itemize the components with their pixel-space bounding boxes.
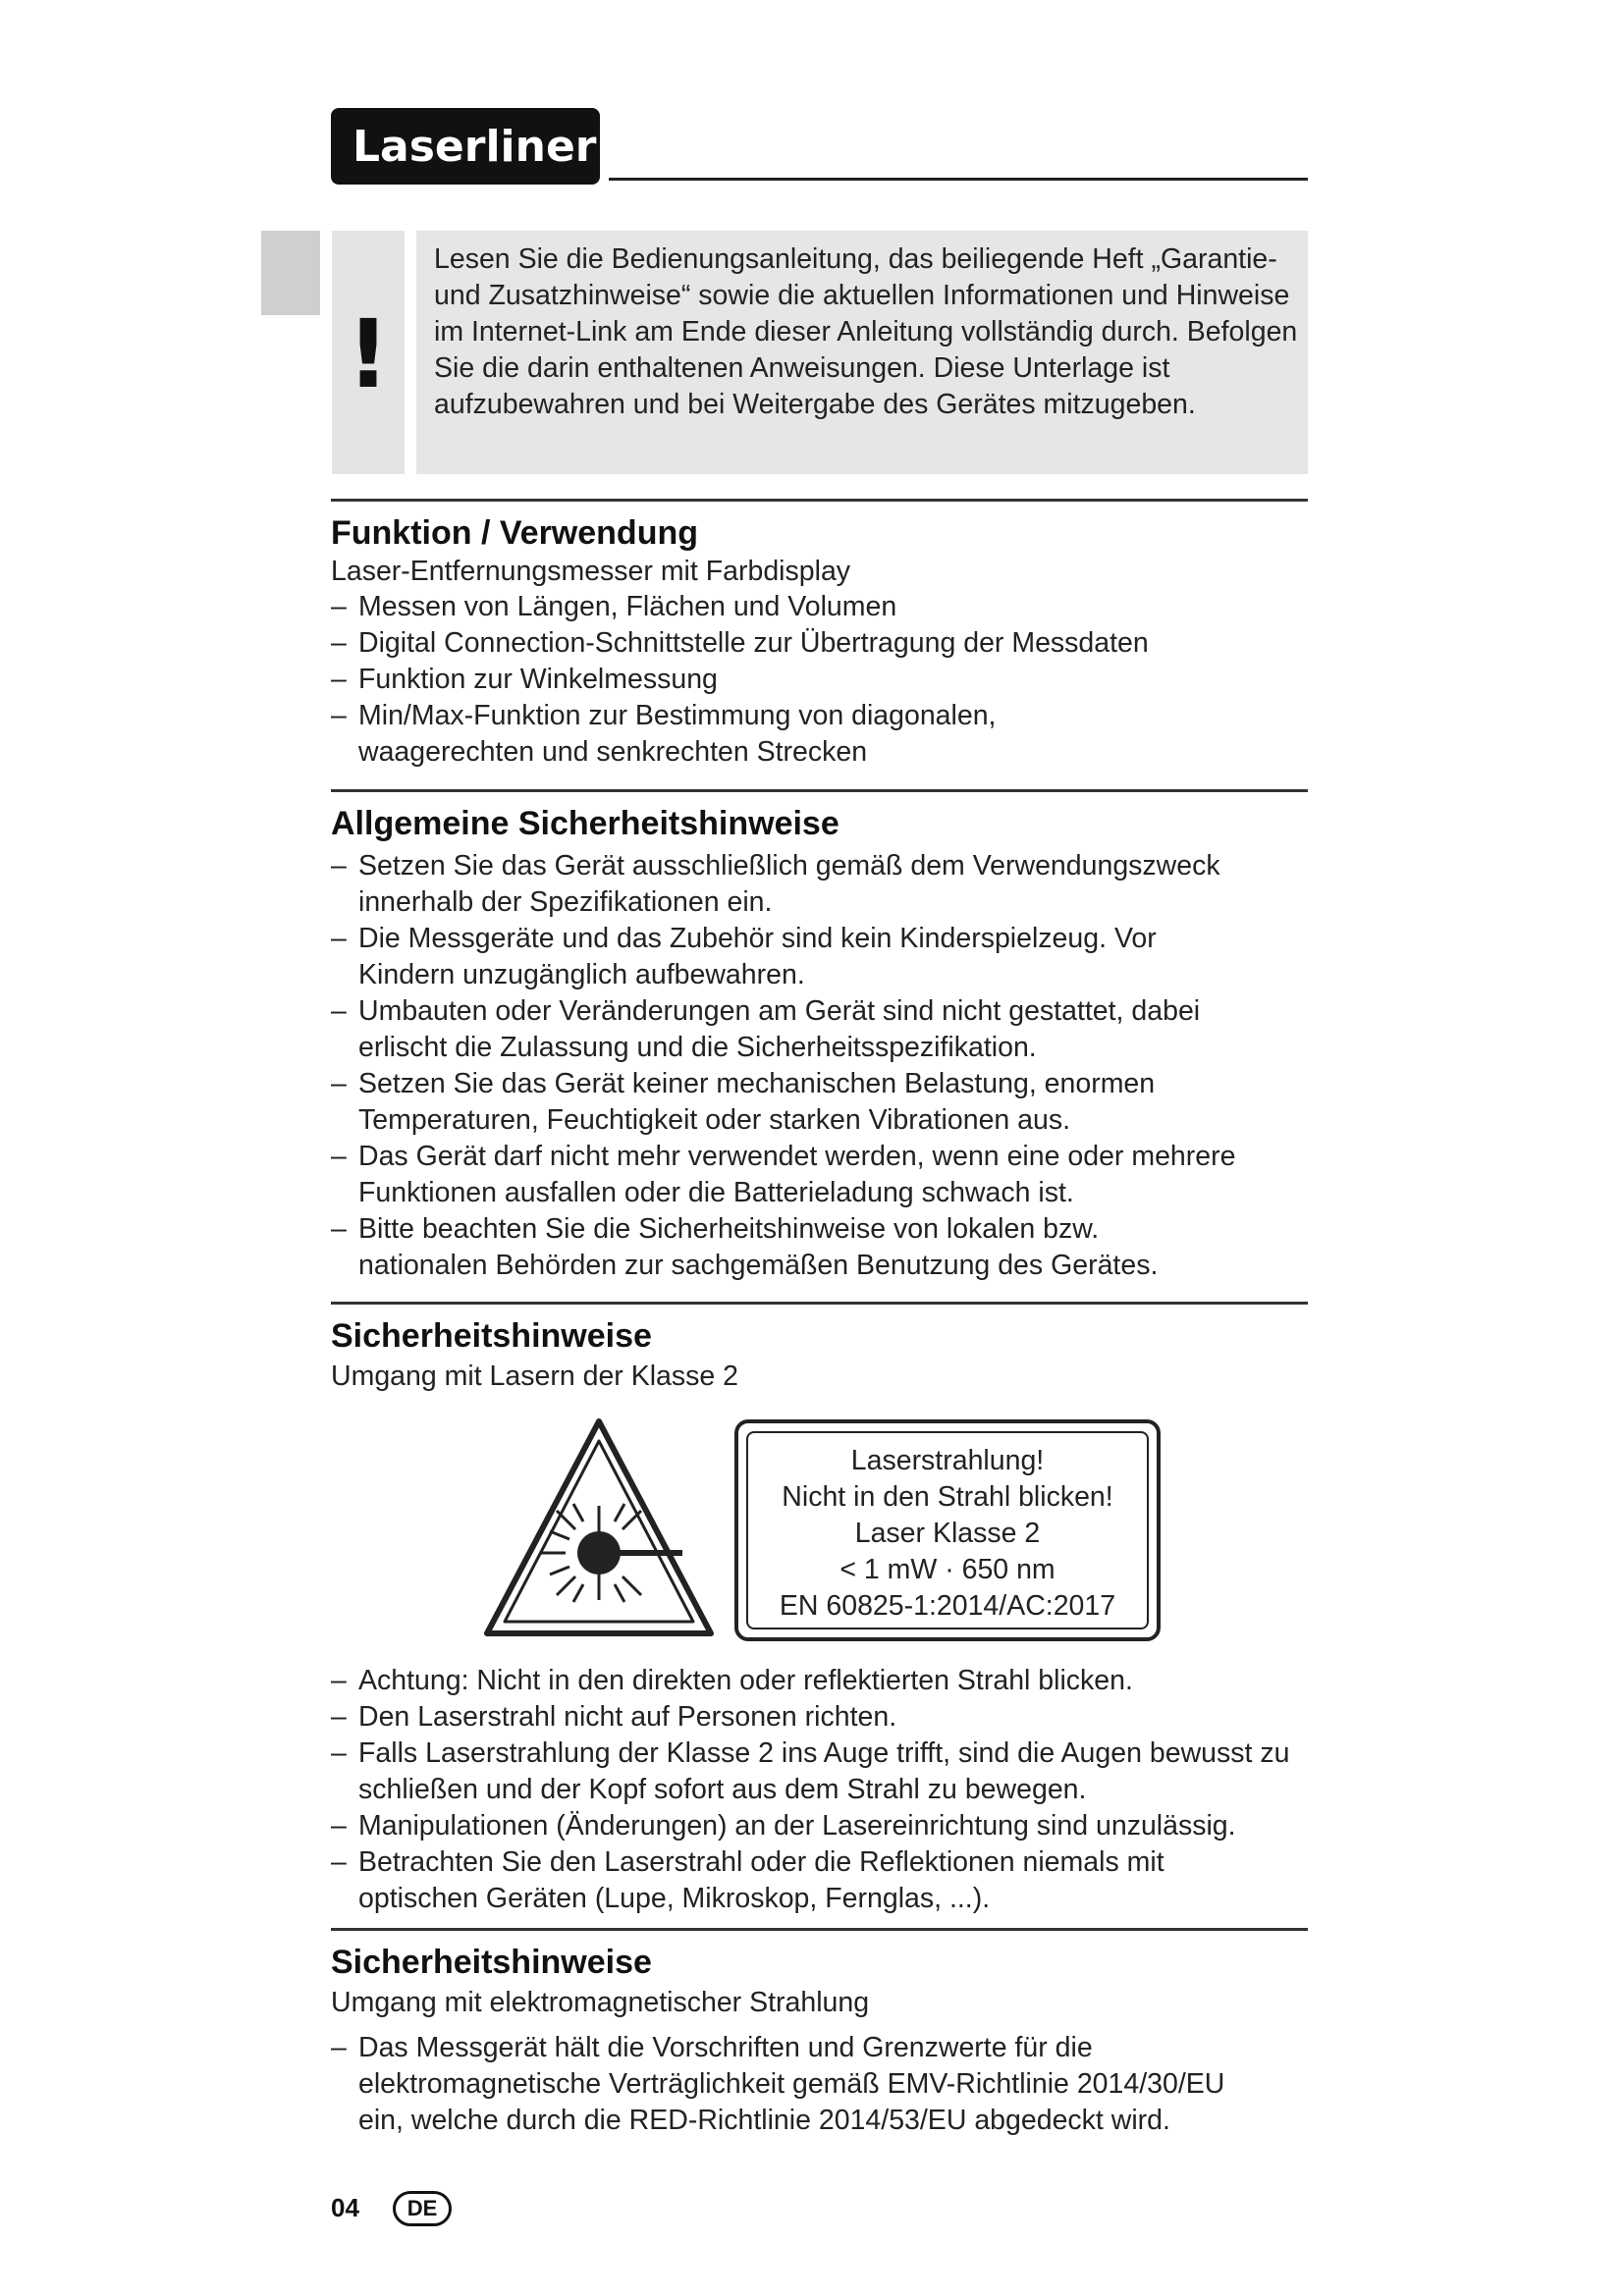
exclamation-icon: ! xyxy=(347,299,390,409)
list-item: – Bitte beachten Sie die Sicherheitshinweise von lokalen bzw. nationalen Behörden zur sachgemäßen Benutzung des Gerätes. xyxy=(331,1213,1159,1281)
section-title-emc-safety: Sicherheitshinweise xyxy=(331,1944,652,1981)
list-item: – Min/Max-Funktion zur Bestimmung von diagonalen, waagerechten und senkrechten Strecken xyxy=(331,700,997,768)
list-item: – Setzen Sie das Gerät ausschließlich gemäß dem Verwendungszweck innerhalb der Spezifikationen ein. xyxy=(331,850,1220,918)
section-title-function: Funktion / Verwendung xyxy=(331,514,698,552)
emc-safety-subtitle: Umgang mit elektromagnetischer Strahlung xyxy=(331,1987,870,2018)
list-item: – Digital Connection-Schnittstelle zur Übertragung der Messdaten xyxy=(331,627,1149,659)
list-item: – Setzen Sie das Gerät keiner mechanischen Belastung, enormen Temperaturen, Feuchtigkeit oder starken Vibrationen aus. xyxy=(331,1068,1156,1136)
list-item: – Falls Laserstrahlung der Klasse 2 ins Auge trifft, sind die Augen bewusst zu schließen und der Kopf sofort aus dem Strahl zu bewegen. xyxy=(331,1737,1290,1805)
list-item: – Messen von Längen, Flächen und Volumen xyxy=(331,591,897,622)
list-item: – Achtung: Nicht in den direkten oder reflektierten Strahl blicken. xyxy=(331,1665,1133,1696)
language-badge: DE xyxy=(393,2191,452,2226)
laserliner-logo xyxy=(331,108,600,185)
section-divider xyxy=(331,499,1308,502)
laser-warning-sign xyxy=(734,1419,1161,1641)
section-divider xyxy=(331,1302,1308,1305)
function-intro: Laser-Entfernungsmesser mit Farbdisplay xyxy=(331,556,851,587)
warning-sign-line: Nicht in den Strahl blicken! xyxy=(782,1481,1113,1513)
list-item: – Funktion zur Winkelmessung xyxy=(331,664,718,695)
warning-sign-text xyxy=(738,1443,1157,1625)
warning-sign-line: EN 60825-1:2014/AC:2017 xyxy=(779,1590,1116,1622)
notice-text: Lesen Sie die Bedienungsanleitung, das beiliegende Heft „Garantie- und Zusatzhinweise“ sowie die aktuellen Informationen und Hinweise im Internet-Link am Ende dieser Anleitung vollständig durch. Befolgen Sie die darin enthaltenen Anweisungen. Diese Unterlage ist aufzubewahren und bei Weitergabe des Gerätes mitzugeben. xyxy=(434,243,1298,420)
page-number: 04 xyxy=(331,2193,359,2222)
list-item: – Betrachten Sie den Laserstrahl oder die Reflektionen niemals mit optischen Geräten (Lupe, Mikroskop, Fernglas, ...). xyxy=(331,1846,1164,1914)
section-divider xyxy=(331,789,1308,792)
warning-sign-line: Laser Klasse 2 xyxy=(854,1518,1041,1549)
warning-sign-line: < 1 mW · 650 nm xyxy=(839,1554,1056,1585)
list-item: – Das Gerät darf nicht mehr verwendet werden, wenn eine oder mehrere Funktionen ausfallen oder die Batterieladung schwach ist. xyxy=(331,1141,1236,1208)
warning-sign-line: Laserstrahlung! xyxy=(850,1445,1045,1476)
logo-text: Laserliner xyxy=(352,122,597,172)
list-item: – Umbauten oder Veränderungen am Gerät sind nicht gestattet, dabei erlischt die Zulassung und die Sicherheitsspezifikation. xyxy=(331,995,1201,1063)
section-divider xyxy=(331,1928,1308,1931)
list-item: – Die Messgeräte und das Zubehör sind kein Kinderspielzeug. Vor Kindern unzugänglich aufbewahren. xyxy=(331,923,1157,990)
general-safety-list xyxy=(331,848,1303,1284)
list-item: – Das Messgerät hält die Vorschriften und Grenzwerte für die elektromagnetische Verträglichkeit gemäß EMV-Richtlinie 2014/30/EU ein, welche durch die RED-Richtlinie 2014/53/EU abgedeckt wird. xyxy=(331,2032,1225,2136)
notice-icon-box xyxy=(332,231,405,474)
laser-warning-triangle-icon xyxy=(481,1415,717,1641)
list-item: – Den Laserstrahl nicht auf Personen richten. xyxy=(331,1701,897,1733)
emc-safety-list xyxy=(331,2030,1273,2139)
laser-safety-list xyxy=(331,1663,1313,1917)
laser-safety-subtitle: Umgang mit Lasern der Klasse 2 xyxy=(331,1361,739,1392)
list-item: – Manipulationen (Änderungen) an der Lasereinrichtung sind unzulässig. xyxy=(331,1810,1236,1842)
header-rule xyxy=(609,178,1308,181)
function-list xyxy=(331,589,1313,771)
section-title-general-safety: Allgemeine Sicherheitshinweise xyxy=(331,805,839,842)
section-title-laser-safety: Sicherheitshinweise xyxy=(331,1317,652,1355)
section-tab-marker xyxy=(261,231,320,315)
